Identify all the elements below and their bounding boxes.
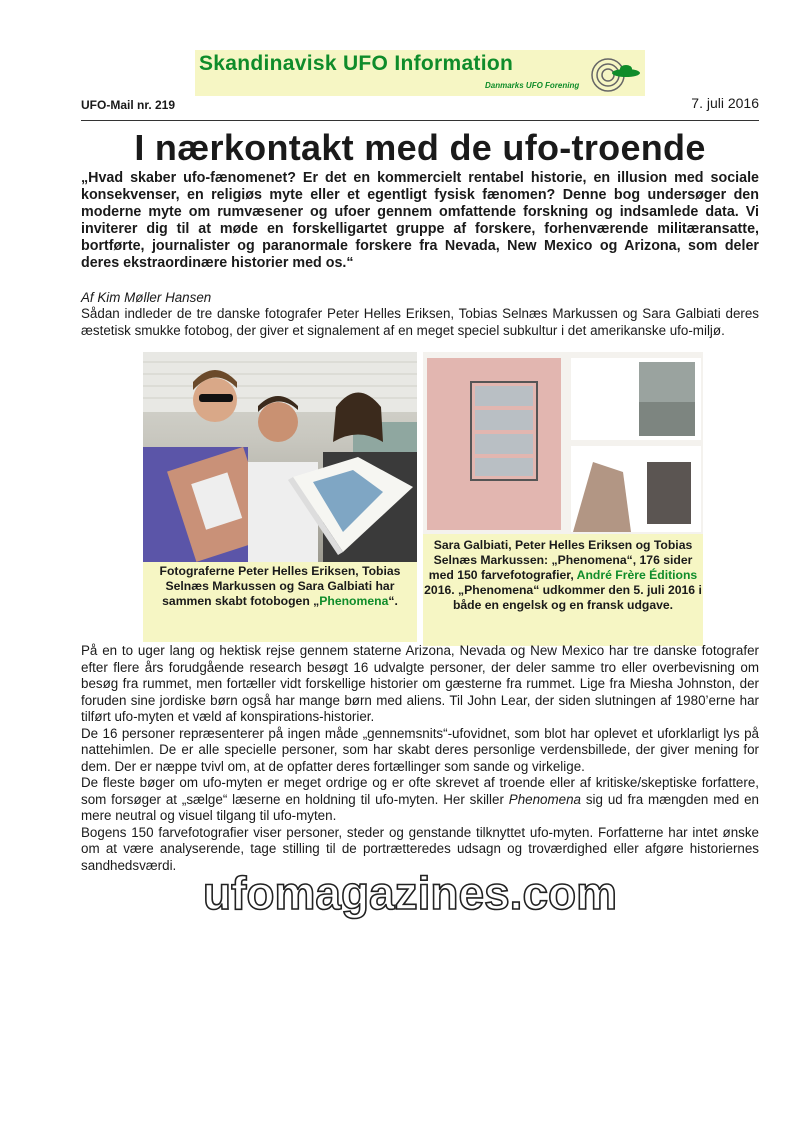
- newsletter-banner: [195, 50, 645, 96]
- header-divider: [81, 120, 759, 121]
- watermark-text: ufomagazines.com: [202, 867, 618, 919]
- photographers-photo: [143, 352, 417, 562]
- body-paragraph: De 16 personer repræsenterer på ingen måde „gennemsnits“-ufovidnet, som blot har oplevet et uforklarligt lys på nattehimlen. De er alle specielle personer, som har skabt deres personlige verdensbillede, der giver mening for dem. Der er næppe tvivl om, at de opfatter deres fortællinger som sande og virkelige.: [81, 725, 759, 774]
- caption-right-end: 2016. „Phenomena“ udkommer den 5. juli 2016 i både en engelsk og en fransk udgave.: [424, 583, 702, 612]
- article-author: Af Kim Møller Hansen: [81, 290, 212, 305]
- article-intro: Sådan indleder de tre danske fotografer Peter Helles Eriksen, Tobias Selnæs Markussen og Sara Galbiati deres æstetisk smukke fotobog, der giver et signalement af en meget speciel subkultur i det amerikanske ufo-miljø.: [81, 306, 759, 338]
- book-pages-photo: [423, 352, 703, 534]
- body-paragraph: Bogens 150 farvefotografier viser personer, steder og genstande tilknyttet ufo-myten. Forfatterne har intet ønske om at være analyserende, tage stilling til de portrætteredes udsagn og troværdighed eller afgøre historiernes sandhedsværdi.: [81, 824, 759, 873]
- book-title-emphasis: Phenomena: [508, 791, 581, 807]
- caption-left-end: “.: [388, 594, 398, 608]
- banner-subtitle: Danmarks UFO Forening: [485, 81, 580, 90]
- photo-caption-right: [423, 534, 703, 646]
- publisher-link[interactable]: André Frère Éditions: [576, 568, 698, 582]
- body-paragraph: På en to uger lang og hektisk rejse gennem staterne Arizona, Nevada og New Mexico har tre danske fotografer efter flere års forudgående research besøgt 16 udvalgte personer, der deler samme tro eller overbevisning om besøg fra rummet, men fortæller vidt forskellige historier om gæsterne fra rummet. Lige fra Miesha Johnston, der foruden sine jordiske børn også har mange børn med aliens. Til John Lear, der siden slutningen af 1980’erne har tilført ufo-myten et væld af konspirations-historier.: [81, 643, 759, 724]
- article-title: I nærkontakt med de ufo-troende: [134, 127, 706, 168]
- caption-left-text: Fotograferne Peter Helles Eriksen, Tobias Selnæs Markussen og Sara Galbiati har sammen skabt fotobogen „: [159, 564, 401, 608]
- issue-date: 7. juli 2016: [691, 95, 759, 111]
- caption-left-book-title: Phenomena: [319, 594, 389, 608]
- watermark: [200, 865, 620, 921]
- issue-number: UFO-Mail nr. 219: [81, 98, 176, 112]
- body-paragraph: [81, 775, 759, 825]
- banner-title: Skandinavisk UFO Information: [199, 52, 514, 75]
- body-paragraph-text: sig ud fra mængden med en mere neutral og visuel tilgang til ufo-myten.: [81, 791, 759, 823]
- caption-right-text: Sara Galbiati, Peter Helles Eriksen og Tobias Selnæs Markussen: „Phenomena“, 176 sider med 150 farvefotografier,: [428, 538, 693, 582]
- body-paragraph-text: De fleste bøger om ufo-myten er meget ordrige og er ofte skrevet af troende eller af kritiske/skeptiske forfattere, som forsøger at „sælge“ læserne en holdning til ufo-myten. Her skiller: [81, 775, 759, 807]
- article-body: [81, 643, 759, 874]
- article-lead: „Hvad skaber ufo-fænomenet? Er det en kommercielt rentabel historie, en illusion med sociale konsekvenser, en religiøs myte eller et egentligt fysisk fænomen? Denne bog undersøger den moderne myte om rumvæsener og ufoer gennem omfattende forskning og indsamlede data. Vi inviterer dig til at møde en forskelligartet gruppe af forskere, forhenværende militæransatte, bortførte, journalister og paranormale forskere fra Nevada, New Mexico og Arizona, som deler deres ekstraordinære historier med os.“: [81, 170, 759, 271]
- ufo-logo-icon: [590, 53, 642, 93]
- photo-caption-left: [143, 562, 417, 642]
